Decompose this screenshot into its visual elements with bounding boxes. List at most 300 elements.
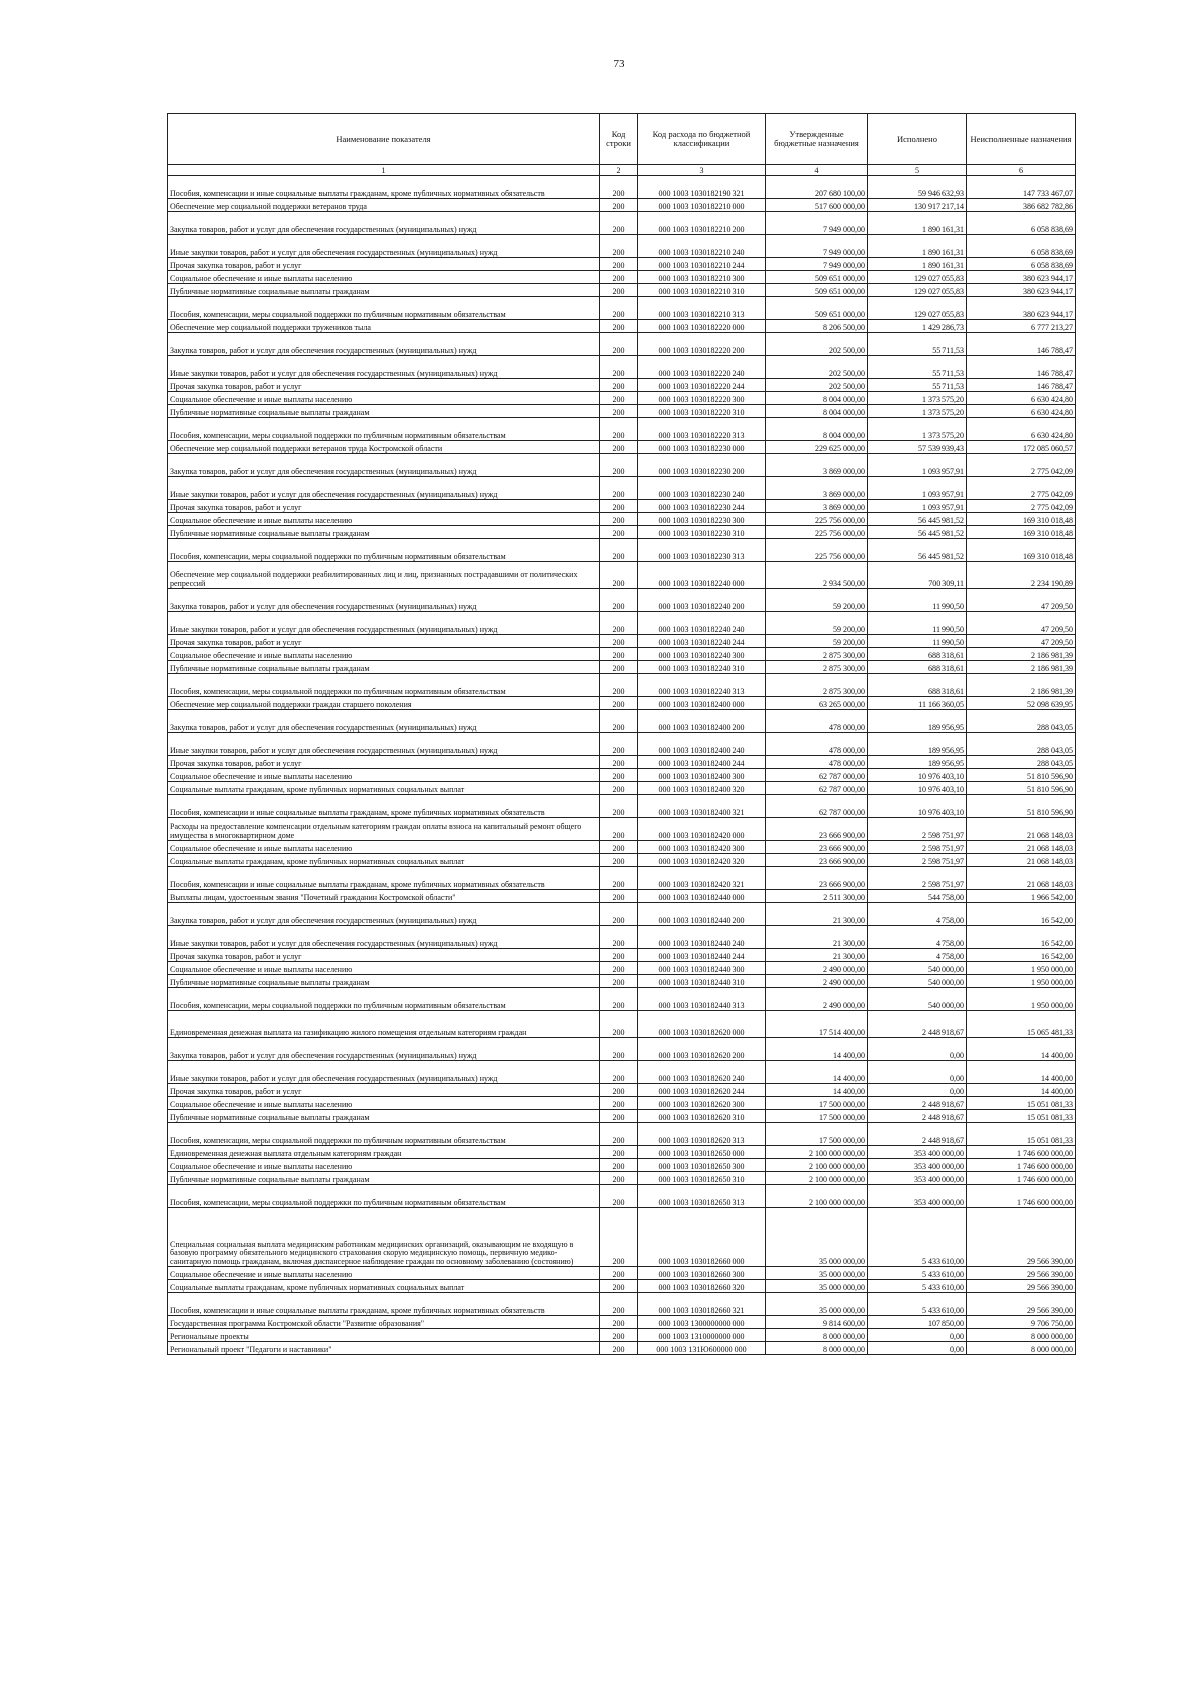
- table-row: [168, 867, 1076, 890]
- unexecuted-amount: 2 775 042,09: [967, 500, 1076, 513]
- executed-amount: 0,00: [868, 1329, 967, 1342]
- unexecuted-amount: 47 209,50: [967, 635, 1076, 648]
- executed-amount: 1 093 957,91: [868, 500, 967, 513]
- table-row: [168, 962, 1076, 975]
- row-code: 200: [600, 441, 638, 454]
- unexecuted-amount: 1 746 600 000,00: [967, 1159, 1076, 1172]
- budget-code: 000 1003 1030182650 313: [638, 1185, 766, 1208]
- table-row: [168, 1084, 1076, 1097]
- unexecuted-amount: 14 400,00: [967, 1038, 1076, 1061]
- table-row: [168, 635, 1076, 648]
- budget-code: 000 1003 1030182400 000: [638, 697, 766, 710]
- unexecuted-amount: 9 706 750,00: [967, 1316, 1076, 1329]
- row-name: Обеспечение мер социальной поддержки тружеников тыла: [168, 320, 600, 333]
- unexecuted-amount: 146 788,47: [967, 333, 1076, 356]
- row-name: Прочая закупка товаров, работ и услуг: [168, 635, 600, 648]
- approved-amount: 21 300,00: [766, 949, 868, 962]
- unexecuted-amount: 380 623 944,17: [967, 284, 1076, 297]
- row-code: 200: [600, 1159, 638, 1172]
- executed-amount: 55 711,53: [868, 379, 967, 392]
- unexecuted-amount: 1 950 000,00: [967, 962, 1076, 975]
- row-code: 200: [600, 818, 638, 841]
- approved-amount: 202 500,00: [766, 356, 868, 379]
- budget-code: 000 1003 1030182220 240: [638, 356, 766, 379]
- unexecuted-amount: 15 065 481,33: [967, 1011, 1076, 1038]
- row-code: 200: [600, 733, 638, 756]
- approved-amount: 8 004 000,00: [766, 418, 868, 441]
- table-row: [168, 1146, 1076, 1159]
- approved-amount: 7 949 000,00: [766, 235, 868, 258]
- budget-execution-table: [167, 113, 1076, 1355]
- unexecuted-amount: 15 051 081,33: [967, 1110, 1076, 1123]
- executed-amount: 544 758,00: [868, 890, 967, 903]
- unexecuted-amount: 16 542,00: [967, 903, 1076, 926]
- budget-code: 000 1003 1030182220 313: [638, 418, 766, 441]
- row-code: 200: [600, 562, 638, 589]
- row-code: 200: [600, 1172, 638, 1185]
- executed-amount: 0,00: [868, 1342, 967, 1355]
- executed-amount: 2 448 918,67: [868, 1097, 967, 1110]
- row-name: Социальное обеспечение и иные выплаты населению: [168, 1267, 600, 1280]
- approved-amount: 2 875 300,00: [766, 661, 868, 674]
- executed-amount: 688 318,61: [868, 648, 967, 661]
- approved-amount: 62 787 000,00: [766, 782, 868, 795]
- approved-amount: 23 666 900,00: [766, 818, 868, 841]
- executed-amount: 1 890 161,31: [868, 212, 967, 235]
- executed-amount: 11 990,50: [868, 612, 967, 635]
- executed-amount: 540 000,00: [868, 988, 967, 1011]
- approved-amount: 14 400,00: [766, 1084, 868, 1097]
- budget-code: 000 1003 1030182210 200: [638, 212, 766, 235]
- row-name: Пособия, компенсации и иные социальные выплаты гражданам, кроме публичных нормативных обязательств: [168, 176, 600, 199]
- budget-code: 000 1003 1030182650 310: [638, 1172, 766, 1185]
- row-name: Обеспечение мер социальной поддержки реабилитированных лиц и лиц, признанных пострадавшими от политических репрессий: [168, 562, 600, 589]
- table-row: [168, 769, 1076, 782]
- budget-code: 000 1003 1030182220 300: [638, 392, 766, 405]
- row-code: 200: [600, 988, 638, 1011]
- table-row: [168, 235, 1076, 258]
- budget-code: 000 1003 1030182210 313: [638, 297, 766, 320]
- table-body: [168, 176, 1076, 1355]
- approved-amount: 3 869 000,00: [766, 454, 868, 477]
- executed-amount: 540 000,00: [868, 962, 967, 975]
- budget-code: 000 1003 1030182440 310: [638, 975, 766, 988]
- approved-amount: 21 300,00: [766, 903, 868, 926]
- row-name: Прочая закупка товаров, работ и услуг: [168, 756, 600, 769]
- budget-code: 000 1003 1030182620 310: [638, 1110, 766, 1123]
- row-code: 200: [600, 212, 638, 235]
- unexecuted-amount: 8 000 000,00: [967, 1342, 1076, 1355]
- row-code: 200: [600, 539, 638, 562]
- budget-code: 000 1003 1030182440 313: [638, 988, 766, 1011]
- budget-code: 000 1003 1030182660 300: [638, 1267, 766, 1280]
- unexecuted-amount: 1 950 000,00: [967, 975, 1076, 988]
- executed-amount: 56 445 981,52: [868, 513, 967, 526]
- executed-amount: 1 093 957,91: [868, 454, 967, 477]
- approved-amount: 35 000 000,00: [766, 1208, 868, 1267]
- budget-code: 000 1003 1030182230 240: [638, 477, 766, 500]
- executed-amount: 10 976 403,10: [868, 769, 967, 782]
- executed-amount: 1 373 575,20: [868, 405, 967, 418]
- row-code: 200: [600, 867, 638, 890]
- approved-amount: 2 100 000 000,00: [766, 1159, 868, 1172]
- unexecuted-amount: 1 950 000,00: [967, 988, 1076, 1011]
- row-name: Прочая закупка товаров, работ и услуг: [168, 258, 600, 271]
- row-code: 200: [600, 1342, 638, 1355]
- table-row: [168, 441, 1076, 454]
- approved-amount: 8 004 000,00: [766, 405, 868, 418]
- row-name: Прочая закупка товаров, работ и услуг: [168, 949, 600, 962]
- table-row: [168, 513, 1076, 526]
- table-row: [168, 477, 1076, 500]
- executed-amount: 688 318,61: [868, 674, 967, 697]
- executed-amount: 4 758,00: [868, 926, 967, 949]
- unexecuted-amount: 29 566 390,00: [967, 1208, 1076, 1267]
- row-code: 200: [600, 589, 638, 612]
- table-row: [168, 782, 1076, 795]
- unexecuted-amount: 288 043,05: [967, 733, 1076, 756]
- executed-amount: 2 598 751,97: [868, 818, 967, 841]
- executed-amount: 129 027 055,83: [868, 297, 967, 320]
- approved-amount: 202 500,00: [766, 379, 868, 392]
- table-row: [168, 526, 1076, 539]
- budget-code: 000 1003 1030182210 240: [638, 235, 766, 258]
- approved-amount: 509 651 000,00: [766, 297, 868, 320]
- approved-amount: 509 651 000,00: [766, 284, 868, 297]
- row-name: Иные закупки товаров, работ и услуг для обеспечения государственных (муниципальных) нужд: [168, 235, 600, 258]
- executed-amount: 5 433 610,00: [868, 1280, 967, 1293]
- table-row: [168, 1342, 1076, 1355]
- unexecuted-amount: 1 746 600 000,00: [967, 1146, 1076, 1159]
- table-row: [168, 379, 1076, 392]
- row-code: 200: [600, 297, 638, 320]
- row-name: Обеспечение мер социальной поддержки граждан старшего поколения: [168, 697, 600, 710]
- row-code: 200: [600, 1208, 638, 1267]
- table-row: [168, 500, 1076, 513]
- row-name: Публичные нормативные социальные выплаты гражданам: [168, 284, 600, 297]
- table-row: [168, 612, 1076, 635]
- executed-amount: 2 448 918,67: [868, 1011, 967, 1038]
- table-row: [168, 710, 1076, 733]
- table-row: [168, 418, 1076, 441]
- budget-code: 000 1003 1030182420 320: [638, 854, 766, 867]
- budget-code: 000 1003 1030182210 310: [638, 284, 766, 297]
- budget-code: 000 1003 1030182240 200: [638, 589, 766, 612]
- row-code: 200: [600, 258, 638, 271]
- budget-code: 000 1003 1310000000 000: [638, 1329, 766, 1342]
- header-row: [168, 114, 1076, 165]
- approved-amount: 8 000 000,00: [766, 1329, 868, 1342]
- row-name: Прочая закупка товаров, работ и услуг: [168, 379, 600, 392]
- unexecuted-amount: 47 209,50: [967, 589, 1076, 612]
- unexecuted-amount: 147 733 467,07: [967, 176, 1076, 199]
- row-code: 200: [600, 1097, 638, 1110]
- unexecuted-amount: 16 542,00: [967, 949, 1076, 962]
- header-row-code: Код строки: [600, 114, 638, 165]
- executed-amount: 1 373 575,20: [868, 418, 967, 441]
- approved-amount: 478 000,00: [766, 733, 868, 756]
- budget-code: 000 1003 1030182440 244: [638, 949, 766, 962]
- unexecuted-amount: 6 630 424,80: [967, 418, 1076, 441]
- header-budget-code: Код расхода по бюджетной классификации: [638, 114, 766, 165]
- table-row: [168, 320, 1076, 333]
- executed-amount: 55 711,53: [868, 356, 967, 379]
- row-code: 200: [600, 284, 638, 297]
- executed-amount: 2 598 751,97: [868, 867, 967, 890]
- approved-amount: 62 787 000,00: [766, 769, 868, 782]
- approved-amount: 207 680 100,00: [766, 176, 868, 199]
- approved-amount: 35 000 000,00: [766, 1267, 868, 1280]
- unexecuted-amount: 51 810 596,90: [967, 795, 1076, 818]
- row-name: Социальные выплаты гражданам, кроме публичных нормативных социальных выплат: [168, 782, 600, 795]
- unexecuted-amount: 169 310 018,48: [967, 526, 1076, 539]
- budget-code: 000 1003 1030182650 000: [638, 1146, 766, 1159]
- row-name: Социальные выплаты гражданам, кроме публичных нормативных социальных выплат: [168, 1280, 600, 1293]
- unexecuted-amount: 21 068 148,03: [967, 867, 1076, 890]
- executed-amount: 5 433 610,00: [868, 1267, 967, 1280]
- table-row: [168, 539, 1076, 562]
- row-name: Закупка товаров, работ и услуг для обеспечения государственных (муниципальных) нужд: [168, 903, 600, 926]
- row-name: Пособия, компенсации и иные социальные выплаты гражданам, кроме публичных нормативных обязательств: [168, 795, 600, 818]
- row-code: 200: [600, 176, 638, 199]
- row-code: 200: [600, 1185, 638, 1208]
- approved-amount: 8 004 000,00: [766, 392, 868, 405]
- row-name: Пособия, компенсации, меры социальной поддержки по публичным нормативным обязательствам: [168, 297, 600, 320]
- table-row: [168, 854, 1076, 867]
- table-row: [168, 1267, 1076, 1280]
- row-code: 200: [600, 1123, 638, 1146]
- budget-code: 000 1003 1030182440 200: [638, 903, 766, 926]
- table-row: [168, 258, 1076, 271]
- row-name: Социальное обеспечение и иные выплаты населению: [168, 841, 600, 854]
- table-row: [168, 949, 1076, 962]
- executed-amount: 353 400 000,00: [868, 1185, 967, 1208]
- executed-amount: 10 976 403,10: [868, 795, 967, 818]
- row-name: Пособия, компенсации, меры социальной поддержки по публичным нормативным обязательствам: [168, 539, 600, 562]
- approved-amount: 2 100 000 000,00: [766, 1185, 868, 1208]
- row-code: 200: [600, 710, 638, 733]
- approved-amount: 202 500,00: [766, 333, 868, 356]
- unexecuted-amount: 47 209,50: [967, 612, 1076, 635]
- row-name: Пособия, компенсации, меры социальной поддержки по публичным нормативным обязательствам: [168, 674, 600, 697]
- approved-amount: 3 869 000,00: [766, 477, 868, 500]
- row-name: Социальное обеспечение и иные выплаты населению: [168, 271, 600, 284]
- row-code: 200: [600, 1146, 638, 1159]
- row-code: 200: [600, 854, 638, 867]
- table-row: [168, 1185, 1076, 1208]
- approved-amount: 21 300,00: [766, 926, 868, 949]
- executed-amount: 189 956,95: [868, 756, 967, 769]
- row-name: Пособия, компенсации, меры социальной поддержки по публичным нормативным обязательствам: [168, 988, 600, 1011]
- unexecuted-amount: 15 051 081,33: [967, 1123, 1076, 1146]
- executed-amount: 59 946 632,93: [868, 176, 967, 199]
- table-row: [168, 589, 1076, 612]
- approved-amount: 517 600 000,00: [766, 199, 868, 212]
- table-row: [168, 988, 1076, 1011]
- budget-code: 000 1003 1030182210 300: [638, 271, 766, 284]
- executed-amount: 57 539 939,43: [868, 441, 967, 454]
- approved-amount: 2 511 300,00: [766, 890, 868, 903]
- approved-amount: 225 756 000,00: [766, 526, 868, 539]
- approved-amount: 14 400,00: [766, 1061, 868, 1084]
- table-row: [168, 890, 1076, 903]
- page-number: 73: [613, 58, 625, 70]
- row-code: 200: [600, 1267, 638, 1280]
- header-name: Наименование показателя: [168, 114, 600, 165]
- unexecuted-amount: 29 566 390,00: [967, 1293, 1076, 1316]
- row-code: 200: [600, 1316, 638, 1329]
- row-name: Пособия, компенсации и иные социальные выплаты гражданам, кроме публичных нормативных обязательств: [168, 867, 600, 890]
- budget-code: 000 1003 1030182220 310: [638, 405, 766, 418]
- unexecuted-amount: 29 566 390,00: [967, 1267, 1076, 1280]
- approved-amount: 2 100 000 000,00: [766, 1172, 868, 1185]
- executed-amount: 11 990,50: [868, 589, 967, 612]
- budget-code: 000 1003 1030182240 310: [638, 661, 766, 674]
- budget-code: 000 1003 1030182240 000: [638, 562, 766, 589]
- table-row: [168, 1329, 1076, 1342]
- row-code: 200: [600, 1061, 638, 1084]
- table-row: [168, 648, 1076, 661]
- unexecuted-amount: 6 777 213,27: [967, 320, 1076, 333]
- row-name: Расходы на предоставление компенсации отдельным категориям граждан оплаты взноса на капитальный ремонт общего имущества в многоквартирном доме: [168, 818, 600, 841]
- executed-amount: 0,00: [868, 1038, 967, 1061]
- executed-amount: 130 917 217,14: [868, 199, 967, 212]
- budget-code: 000 1003 1030182400 240: [638, 733, 766, 756]
- row-code: 200: [600, 271, 638, 284]
- row-name: Социальное обеспечение и иные выплаты населению: [168, 648, 600, 661]
- approved-amount: 59 200,00: [766, 589, 868, 612]
- budget-code: 000 1003 1030182660 320: [638, 1280, 766, 1293]
- row-name: Региональные проекты: [168, 1329, 600, 1342]
- budget-code: 000 1003 1030182230 244: [638, 500, 766, 513]
- table-row: [168, 271, 1076, 284]
- row-name: Социальное обеспечение и иные выплаты населению: [168, 513, 600, 526]
- budget-code: 000 1003 1030182620 200: [638, 1038, 766, 1061]
- row-code: 200: [600, 949, 638, 962]
- approved-amount: 8 206 500,00: [766, 320, 868, 333]
- unexecuted-amount: 21 068 148,03: [967, 854, 1076, 867]
- table-row: [168, 661, 1076, 674]
- approved-amount: 478 000,00: [766, 710, 868, 733]
- executed-amount: 1 093 957,91: [868, 477, 967, 500]
- unexecuted-amount: 29 566 390,00: [967, 1280, 1076, 1293]
- unexecuted-amount: 6 058 838,69: [967, 258, 1076, 271]
- row-code: 200: [600, 1110, 638, 1123]
- budget-code: 000 1003 1030182660 000: [638, 1208, 766, 1267]
- row-code: 200: [600, 769, 638, 782]
- unexecuted-amount: 380 623 944,17: [967, 271, 1076, 284]
- approved-amount: 225 756 000,00: [766, 513, 868, 526]
- row-code: 200: [600, 697, 638, 710]
- approved-amount: 2 490 000,00: [766, 988, 868, 1011]
- executed-amount: 1 890 161,31: [868, 235, 967, 258]
- executed-amount: 1 373 575,20: [868, 392, 967, 405]
- budget-code: 000 1003 1030182240 244: [638, 635, 766, 648]
- row-name: Социальное обеспечение и иные выплаты населению: [168, 962, 600, 975]
- table-row: [168, 1097, 1076, 1110]
- executed-amount: 353 400 000,00: [868, 1159, 967, 1172]
- budget-code: 000 1003 1030182420 000: [638, 818, 766, 841]
- row-name: Иные закупки товаров, работ и услуг для обеспечения государственных (муниципальных) нужд: [168, 477, 600, 500]
- unexecuted-amount: 169 310 018,48: [967, 513, 1076, 526]
- header-approved: Утвержденные бюджетные назначения: [766, 114, 868, 165]
- table-row: [168, 795, 1076, 818]
- row-name: Обеспечение мер социальной поддержки ветеранов труда: [168, 199, 600, 212]
- table-row: [168, 1159, 1076, 1172]
- table-row: [168, 392, 1076, 405]
- budget-code: 000 1003 1030182650 300: [638, 1159, 766, 1172]
- column-number: 1: [168, 165, 600, 176]
- unexecuted-amount: 6 630 424,80: [967, 392, 1076, 405]
- executed-amount: 11 990,50: [868, 635, 967, 648]
- row-code: 200: [600, 379, 638, 392]
- executed-amount: 2 598 751,97: [868, 854, 967, 867]
- row-code: 200: [600, 1293, 638, 1316]
- column-number: 2: [600, 165, 638, 176]
- budget-code: 000 1003 1030182620 000: [638, 1011, 766, 1038]
- approved-amount: 7 949 000,00: [766, 258, 868, 271]
- executed-amount: 56 445 981,52: [868, 539, 967, 562]
- row-name: Пособия, компенсации, меры социальной поддержки по публичным нормативным обязательствам: [168, 418, 600, 441]
- table-row: [168, 926, 1076, 949]
- row-code: 200: [600, 500, 638, 513]
- table-row: [168, 841, 1076, 854]
- row-name: Единовременная денежная выплата отдельным категориям граждан: [168, 1146, 600, 1159]
- table-row: [168, 454, 1076, 477]
- row-code: 200: [600, 477, 638, 500]
- row-code: 200: [600, 199, 638, 212]
- budget-code: 000 1003 1030182400 321: [638, 795, 766, 818]
- table-row: [168, 1208, 1076, 1267]
- row-code: 200: [600, 418, 638, 441]
- unexecuted-amount: 51 810 596,90: [967, 769, 1076, 782]
- row-name: Иные закупки товаров, работ и услуг для обеспечения государственных (муниципальных) нужд: [168, 612, 600, 635]
- executed-amount: 1 429 286,73: [868, 320, 967, 333]
- budget-table-container: [167, 113, 1075, 1355]
- approved-amount: 35 000 000,00: [766, 1280, 868, 1293]
- unexecuted-amount: 14 400,00: [967, 1061, 1076, 1084]
- table-row: [168, 356, 1076, 379]
- approved-amount: 478 000,00: [766, 756, 868, 769]
- row-code: 200: [600, 405, 638, 418]
- row-name: Иные закупки товаров, работ и услуг для обеспечения государственных (муниципальных) нужд: [168, 1061, 600, 1084]
- approved-amount: 17 500 000,00: [766, 1110, 868, 1123]
- budget-code: 000 1003 1030182620 244: [638, 1084, 766, 1097]
- table-row: [168, 212, 1076, 235]
- unexecuted-amount: 2 775 042,09: [967, 477, 1076, 500]
- unexecuted-amount: 380 623 944,17: [967, 297, 1076, 320]
- executed-amount: 56 445 981,52: [868, 526, 967, 539]
- budget-code: 000 1003 1030182440 300: [638, 962, 766, 975]
- row-name: Государственная программа Костромской области "Развитие образования": [168, 1316, 600, 1329]
- row-code: 200: [600, 903, 638, 926]
- unexecuted-amount: 2 186 981,39: [967, 648, 1076, 661]
- executed-amount: 5 433 610,00: [868, 1208, 967, 1267]
- approved-amount: 63 265 000,00: [766, 697, 868, 710]
- table-row: [168, 1316, 1076, 1329]
- row-code: 200: [600, 612, 638, 635]
- row-code: 200: [600, 1038, 638, 1061]
- row-name: Единовременная денежная выплата на газификацию жилого помещения отдельным категориям граждан: [168, 1011, 600, 1038]
- budget-code: 000 1003 1300000000 000: [638, 1316, 766, 1329]
- column-number: 4: [766, 165, 868, 176]
- budget-code: 000 1003 1030182230 300: [638, 513, 766, 526]
- unexecuted-amount: 169 310 018,48: [967, 539, 1076, 562]
- approved-amount: 23 666 900,00: [766, 867, 868, 890]
- column-number: 6: [967, 165, 1076, 176]
- budget-code: 000 1003 1030182400 300: [638, 769, 766, 782]
- budget-code: 000 1003 131Ю600000 000: [638, 1342, 766, 1355]
